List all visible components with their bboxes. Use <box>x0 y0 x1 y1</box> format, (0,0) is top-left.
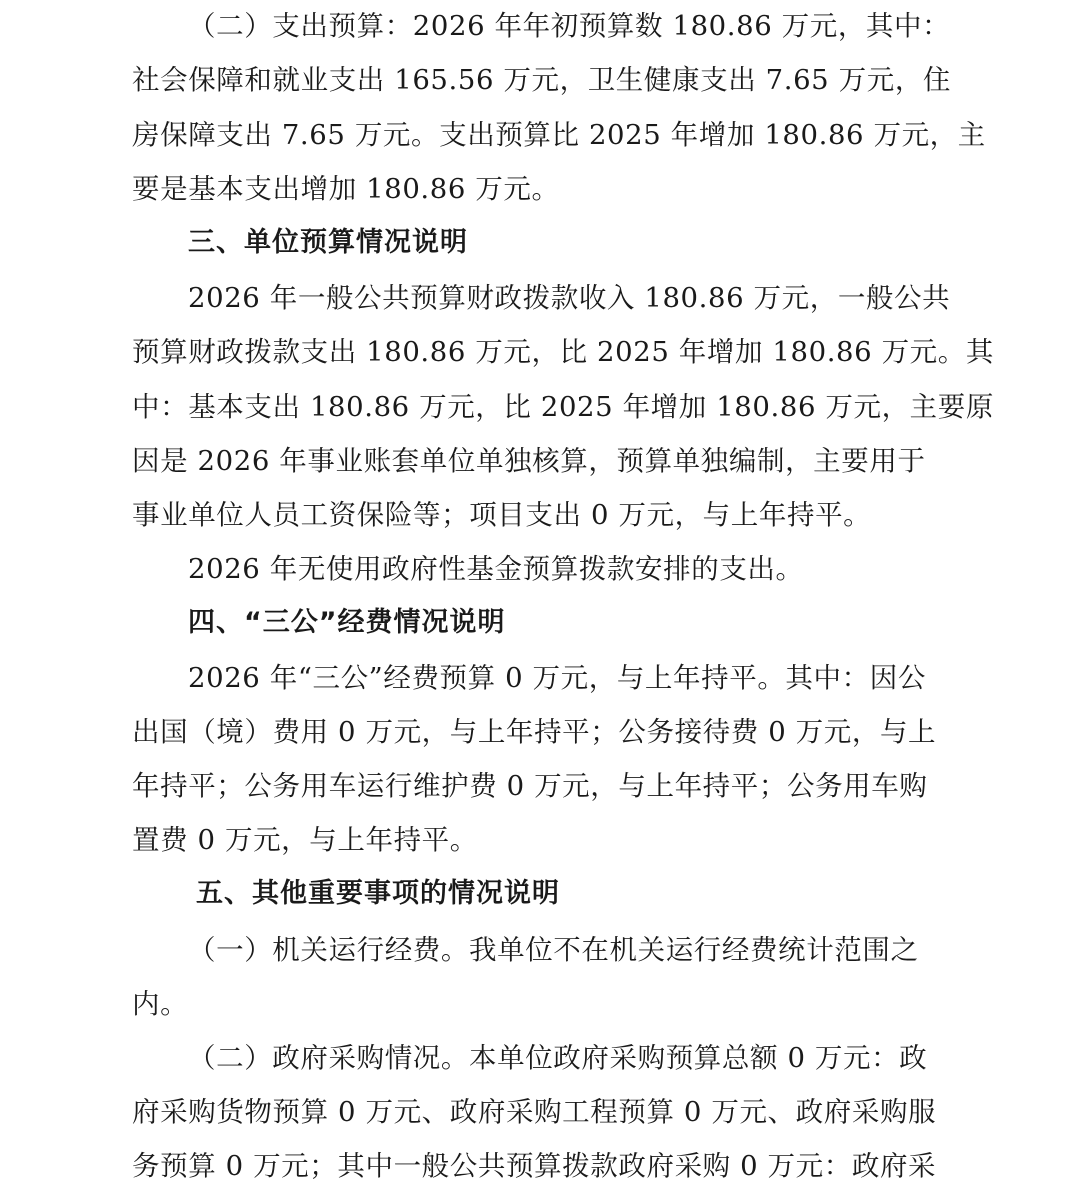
paragraph-line: 要是基本支出增加 180.86 万元。 <box>132 173 560 205</box>
paragraph-line: 2026 年一般公共预算财政拨款收入 180.86 万元，一般公共 <box>188 282 951 314</box>
paragraph-line: 预算财政拨款支出 180.86 万元，比 2025 年增加 180.86 万元。其 <box>132 336 994 368</box>
section-heading: 三、单位预算情况说明 <box>188 227 468 258</box>
paragraph-line: 置费 0 万元，与上年持平。 <box>132 824 478 856</box>
paragraph-line: 因是 2026 年事业账套单位单独核算，预算单独编制，主要用于 <box>132 445 926 477</box>
paragraph-line: （二）政府采购情况。本单位政府采购预算总额 0 万元：政 <box>188 1042 928 1074</box>
paragraph-line: （一）机关运行经费。我单位不在机关运行经费统计范围之 <box>188 934 919 966</box>
paragraph-line: 务预算 0 万元；其中一般公共预算拨款政府采购 0 万元：政府采 <box>132 1150 937 1182</box>
paragraph-line: （二）支出预算：2026 年年初预算数 180.86 万元，其中： <box>188 10 951 42</box>
paragraph-line: 出国（境）费用 0 万元，与上年持平；公务接待费 0 万元，与上 <box>132 716 937 748</box>
section-heading: 五、其他重要事项的情况说明 <box>196 878 560 909</box>
paragraph-line: 内。 <box>132 988 189 1020</box>
paragraph-line: 年持平；公务用车运行维护费 0 万元，与上年持平；公务用车购 <box>132 770 928 802</box>
paragraph-line: 事业单位人员工资保险等；项目支出 0 万元，与上年持平。 <box>132 499 872 531</box>
paragraph-line: 中：基本支出 180.86 万元，比 2025 年增加 180.86 万元，主要原 <box>132 391 994 423</box>
paragraph-line: 2026 年无使用政府性基金预算拨款安排的支出。 <box>188 553 804 585</box>
paragraph-line: 2026 年“三公”经费预算 0 万元，与上年持平。其中：因公 <box>188 662 926 694</box>
paragraph-line: 府采购货物预算 0 万元、政府采购工程预算 0 万元、政府采购服 <box>132 1096 937 1128</box>
section-heading: 四、“三公”经费情况说明 <box>188 607 506 638</box>
paragraph-line: 房保障支出 7.65 万元。支出预算比 2025 年增加 180.86 万元，主 <box>132 119 986 151</box>
paragraph-line: 社会保障和就业支出 165.56 万元，卫生健康支出 7.65 万元，住 <box>132 64 952 96</box>
